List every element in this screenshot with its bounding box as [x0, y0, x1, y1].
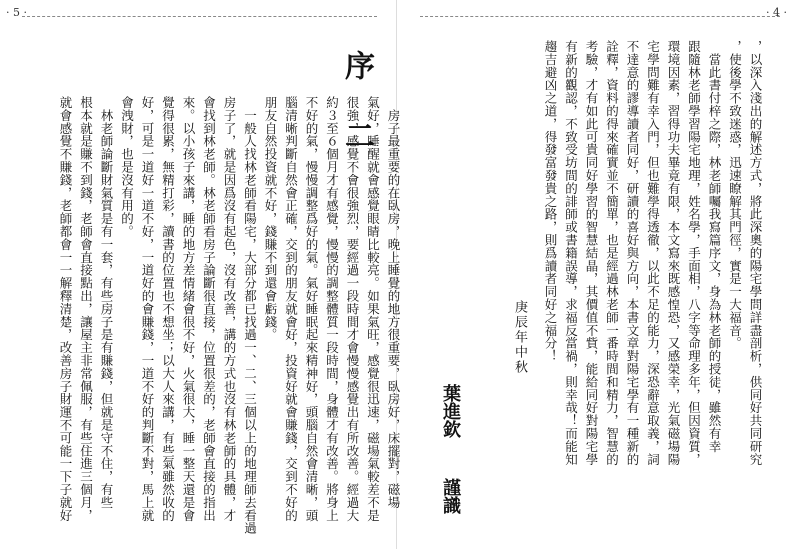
paragraph-line: 房子了，就是因爲沒有起色，沒有改善，講的方式也沒有林老師的具體，才	[222, 96, 237, 522]
paragraph-line: 很強，感覺不會很強烈，要經過一段時間才會慢慢感覺出有所改善。經過大	[345, 96, 360, 522]
paragraph-line: 好，可是一道好一道不好，一道好的會賺錢，一道不好的判斷不對，馬上就	[140, 96, 155, 522]
paragraph-line: 腦清晰判斷自然會正確，交到的朋友就會好，投資好就會賺錢，交到不好的	[283, 96, 299, 522]
paragraph-line: 趨吉避凶之道，得發富發貴之路，則爲讀者同好之福分！	[543, 40, 558, 363]
paragraph-line: 氣好，睡醒就會感覺眼睛比較亮。如果氣旺，感覺很迅速，磁場氣較差不是	[365, 96, 381, 522]
date-signature: 庚辰年中秋	[512, 300, 527, 375]
paragraph-line: 房子最重要的在臥房，晚上睡覺的地方很重要，臥房好，床擺對，磁場	[386, 96, 401, 509]
paragraph-line: 會找到林老師。林老師看房子論斷很直接，位置很差的，老師會直接的指出	[201, 96, 217, 522]
paragraph-line: ，使後學不致迷惑，迅速瞭解其門徑，實是一大福音。	[727, 40, 743, 350]
left-page-body	[55, 96, 404, 535]
paragraph-line: 就會感覺不賺錢，老師都會一一解釋清楚，改善房子財運不可能一下子就好	[58, 96, 73, 522]
paragraph-line: 當此書付梓之際，林老師囑我寫篇序文，身為林老師的授徒，雖然有幸	[707, 40, 722, 453]
author-name: 葉進欽	[440, 384, 461, 438]
paragraph-line: 考驗，才有如此可貴同好學習的智慧結晶，其價值不貲，能給同好對陽宅學	[584, 40, 599, 466]
paragraph-line: 約３至６個月才有感覺，慢慢的調整體質一段時間，身體才有改善。將身上	[324, 96, 340, 522]
page-number-left: · 5 ·	[6, 6, 27, 19]
paragraph-line: 詮釋，資料的得來確實並不簡單，也是經過林老師一番時間和精力，智慧的	[604, 40, 620, 466]
paragraph-line: 朋友自然投資就不好，錢賺不到還會虧錢。	[263, 96, 278, 342]
page-number-right: · 4 ·	[766, 6, 787, 19]
paragraph-line: 會洩財，也是沒有用的。	[119, 96, 135, 238]
paragraph-line: 一般人找林老師看陽宅，大部分都已找過一、二、三個以上的地理師去看過	[242, 96, 258, 535]
header-rule-right	[420, 16, 780, 18]
paragraph-line: 不達意的謬導讀者同好，研讀的喜好與方向，本書文章對陽宅學有一種新的	[625, 40, 640, 466]
header-rule-left	[22, 16, 377, 18]
paragraph-line: 不好的氣，慢慢調整爲好的氣。氣好睡眠起來精神好，頭腦自然會清晰，頭	[304, 96, 319, 522]
author-signature	[437, 384, 463, 514]
paragraph-line: 林老師論斷財氣質是有一套，有些房子是有賺錢，但就是守不住，有些	[99, 96, 114, 509]
section-title: 序二	[339, 50, 374, 190]
paragraph-line: 覺得很累，無精打彩，讀書的位置也不想坐；以大人來講，有些氣雖然收的	[160, 96, 176, 522]
paragraph-line: 有新的觀認，不致受坊間的誹師或書籍誤導，求福反當禍，則幸哉！而能知	[563, 40, 579, 466]
paragraph-line: 根本就是賺不到錢，老師會直接點出，讓屋主非常佩服，有些住進三個月，	[78, 96, 94, 522]
paragraph-line: 環境因素，習得功夫畢竟有限，本文寫來既感惶恐，又感榮幸，光氣磁場陽	[666, 40, 681, 466]
paragraph-line: 跟隨林老師學習陽宅地理，姓名學，手面相，八字等命理多年，但因資質，	[686, 40, 702, 466]
paragraph-line: 來。以小孩子來講，睡的地方差情緒會很不好，火氣很大，睡一整天還是會	[181, 96, 196, 522]
paragraph-line: 宅學問難有幸入門，但也難學得透徹，以此不足的能力，深恐辭意取義，詞	[645, 40, 661, 466]
right-page-body	[540, 40, 766, 466]
paragraph-line: ，以深入淺出的解述方式，將此深奧的陽宅學問詳盡剖析，供同好共同研究	[748, 40, 763, 466]
author-suffix: 謹識	[440, 478, 461, 514]
